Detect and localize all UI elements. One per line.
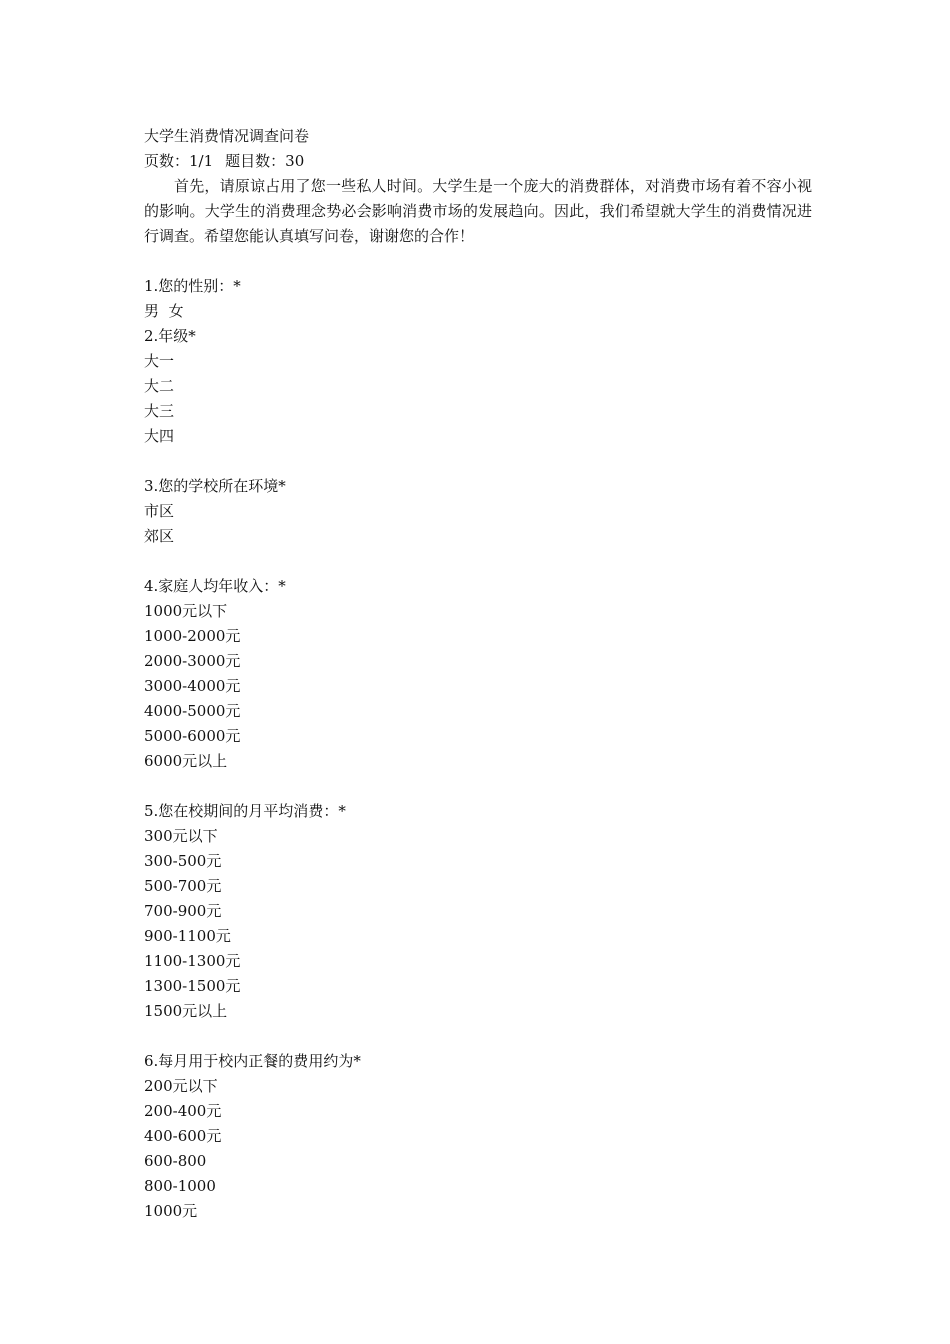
document-title: 大学生消费情况调查问卷 (144, 127, 310, 145)
option-item[interactable]: 300-500元 (144, 852, 222, 870)
option-item[interactable]: 900-1100元 (144, 927, 231, 945)
option-item[interactable]: 4000-5000元 (144, 702, 241, 720)
question-label: 4.家庭人均年收入：* (144, 577, 286, 595)
question-count: 题目数：30 (225, 152, 305, 170)
option-item[interactable]: 6000元以上 (144, 752, 228, 770)
question-5 (144, 799, 812, 1024)
question-options (144, 824, 812, 1024)
option-item[interactable]: 3000-4000元 (144, 677, 241, 695)
question-options-inline[interactable]: 男 女 (144, 302, 184, 320)
question-options (144, 1074, 812, 1224)
option-item[interactable]: 1000-2000元 (144, 627, 241, 645)
option-item[interactable]: 800-1000 (144, 1177, 216, 1195)
question-options (144, 599, 812, 774)
spacer (144, 774, 812, 799)
question-label: 1.您的性别：* (144, 277, 241, 295)
question-label: 6.每月用于校内正餐的费用约为* (144, 1052, 361, 1070)
option-item[interactable]: 500-700元 (144, 877, 222, 895)
option-item[interactable]: 1000元 (144, 1202, 198, 1220)
question-6 (144, 1049, 812, 1224)
option-item[interactable]: 200元以下 (144, 1077, 218, 1095)
option-item[interactable]: 300元以下 (144, 827, 218, 845)
question-2 (144, 324, 812, 449)
option-item[interactable]: 200-400元 (144, 1102, 222, 1120)
option-item[interactable]: 1300-1500元 (144, 977, 241, 995)
option-item[interactable]: 1500元以上 (144, 1002, 228, 1020)
option-item[interactable]: 大四 (144, 427, 175, 445)
document-meta (144, 149, 812, 174)
question-options (144, 349, 812, 449)
question-label: 2.年级* (144, 327, 196, 345)
option-item[interactable]: 1000元以下 (144, 602, 228, 620)
option-item[interactable]: 郊区 (144, 527, 175, 545)
question-3 (144, 474, 812, 549)
option-item[interactable]: 400-600元 (144, 1127, 222, 1145)
spacer (144, 1024, 812, 1049)
spacer (144, 249, 812, 274)
option-item[interactable]: 大三 (144, 402, 175, 420)
option-item[interactable]: 5000-6000元 (144, 727, 241, 745)
spacer (144, 549, 812, 574)
option-item[interactable]: 700-900元 (144, 902, 222, 920)
option-item[interactable]: 1100-1300元 (144, 952, 241, 970)
option-item[interactable]: 2000-3000元 (144, 652, 241, 670)
option-item[interactable]: 市区 (144, 502, 175, 520)
question-4 (144, 574, 812, 774)
question-label: 3.您的学校所在环境* (144, 477, 286, 495)
question-label: 5.您在校期间的月平均消费：* (144, 802, 346, 820)
page-count: 页数：1/1 (144, 152, 214, 170)
question-1 (144, 274, 812, 324)
document-page (144, 124, 812, 1224)
intro-paragraph: 首先，请原谅占用了您一些私人时间。大学生是一个庞大的消费群体，对消费市场有着不容小视的影响。大学生的消费理念势必会影响消费市场的发展趋向。因此，我们希望就大学生的消费情况进行调查。希望您能认真填写问卷，谢谢您的合作！ (144, 177, 812, 245)
option-item[interactable]: 大二 (144, 377, 175, 395)
option-item[interactable]: 600-800 (144, 1152, 207, 1170)
question-options (144, 499, 812, 549)
option-item[interactable]: 大一 (144, 352, 175, 370)
spacer (144, 449, 812, 474)
